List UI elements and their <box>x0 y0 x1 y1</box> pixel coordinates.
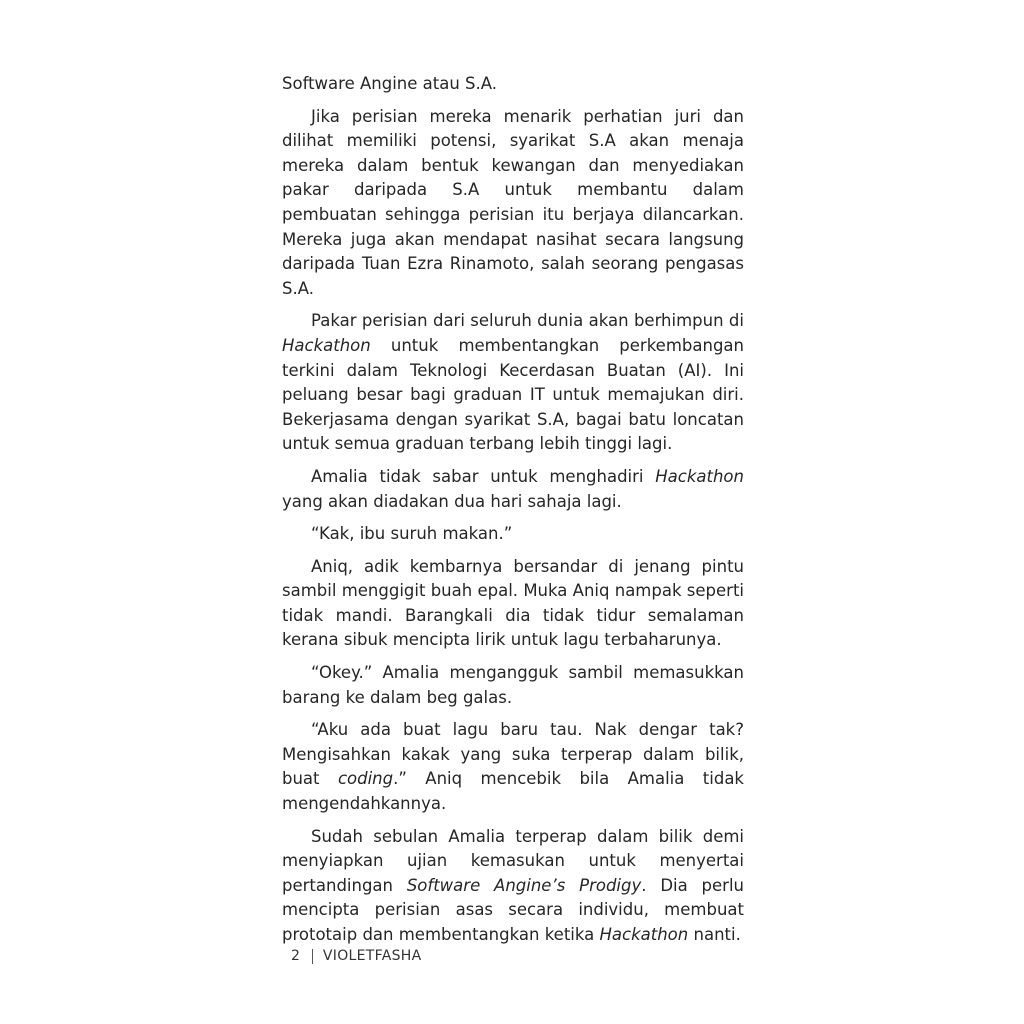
paragraph <box>282 105 744 302</box>
italic-text: Hackathon <box>282 335 371 355</box>
text-segment: Jika perisian mereka menarik perhatian juri dan dilihat memiliki potensi, syarikat S.A akan menaja mereka dalam bentuk kewangan dan menyediakan pakar daripada S.A untuk membantu dalam pembuatan sehingga perisian itu berjaya dilancarkan. Mereka juga akan mendapat nasihat secara langsung daripada Tuan Ezra Rinamoto, salah seorang pengasas S.A. <box>282 106 744 298</box>
italic-text: Hackathon <box>655 466 744 486</box>
author-name: VIOLETFASHA <box>322 948 422 964</box>
text-segment: Software Angine atau S.A. <box>282 74 497 93</box>
text-segment: untuk membentangkan perkembangan terkini dalam Teknologi Kecerdasan Buatan (AI). Ini peluang besar bagi graduan IT untuk memajukan diri. Bekerjasama dengan syarikat S.A, bagai batu loncatan untuk semua graduan terbang lebih tinggi lagi. <box>282 335 744 454</box>
page-number: 2 <box>291 948 300 964</box>
italic-text: coding <box>337 769 394 789</box>
paragraph <box>282 522 744 547</box>
text-segment: Pakar perisian dari seluruh dunia akan berhimpun di <box>311 311 744 331</box>
text-segment: “Aku ada buat lagu baru tau. Nak dengar tak? Mengisahkan kakak yang suka terperap dalam bilik, buat <box>282 720 744 789</box>
paragraph <box>282 465 744 514</box>
text-segment: Amalia tidak sabar untuk menghadiri <box>311 466 656 486</box>
text-segment: Sudah sebulan Amalia terperap dalam bilik demi menyiapkan ujian kemasukan untuk menyertai pertandingan <box>282 826 744 895</box>
paragraph <box>282 309 744 457</box>
footer-divider <box>312 949 313 964</box>
text-segment: “Kak, ibu suruh makan.” <box>311 524 513 544</box>
text-segment: “Okey.” Amalia mengangguk sambil memasukkan barang ke dalam beg galas. <box>282 663 744 707</box>
italic-text: Software Angine’s Prodigy <box>406 875 642 895</box>
paragraph <box>282 825 744 948</box>
page-footer <box>291 948 421 964</box>
text-segment: nanti. <box>688 925 741 944</box>
book-page-body <box>282 72 744 956</box>
text-segment: . Dia perlu mencipta perisian asas secara individu, membuat prototaip dan membentangkan ketika <box>282 875 744 944</box>
paragraph <box>282 555 744 653</box>
text-segment: .” Aniq mencebik bila Amalia tidak mengendahkannya. <box>282 769 744 814</box>
paragraph <box>282 72 744 97</box>
paragraph <box>282 718 744 816</box>
text-segment: Aniq, adik kembarnya bersandar di jenang pintu sambil menggigit buah epal. Muka Aniq nampak seperti tidak mandi. Barangkali dia tidak tidur semalaman kerana sibuk mencipta lirik untuk lagu terbaharunya. <box>282 556 744 650</box>
text-segment: yang akan diadakan dua hari sahaja lagi. <box>282 491 622 511</box>
paragraph <box>282 661 744 710</box>
italic-text: Hackathon <box>599 925 689 944</box>
